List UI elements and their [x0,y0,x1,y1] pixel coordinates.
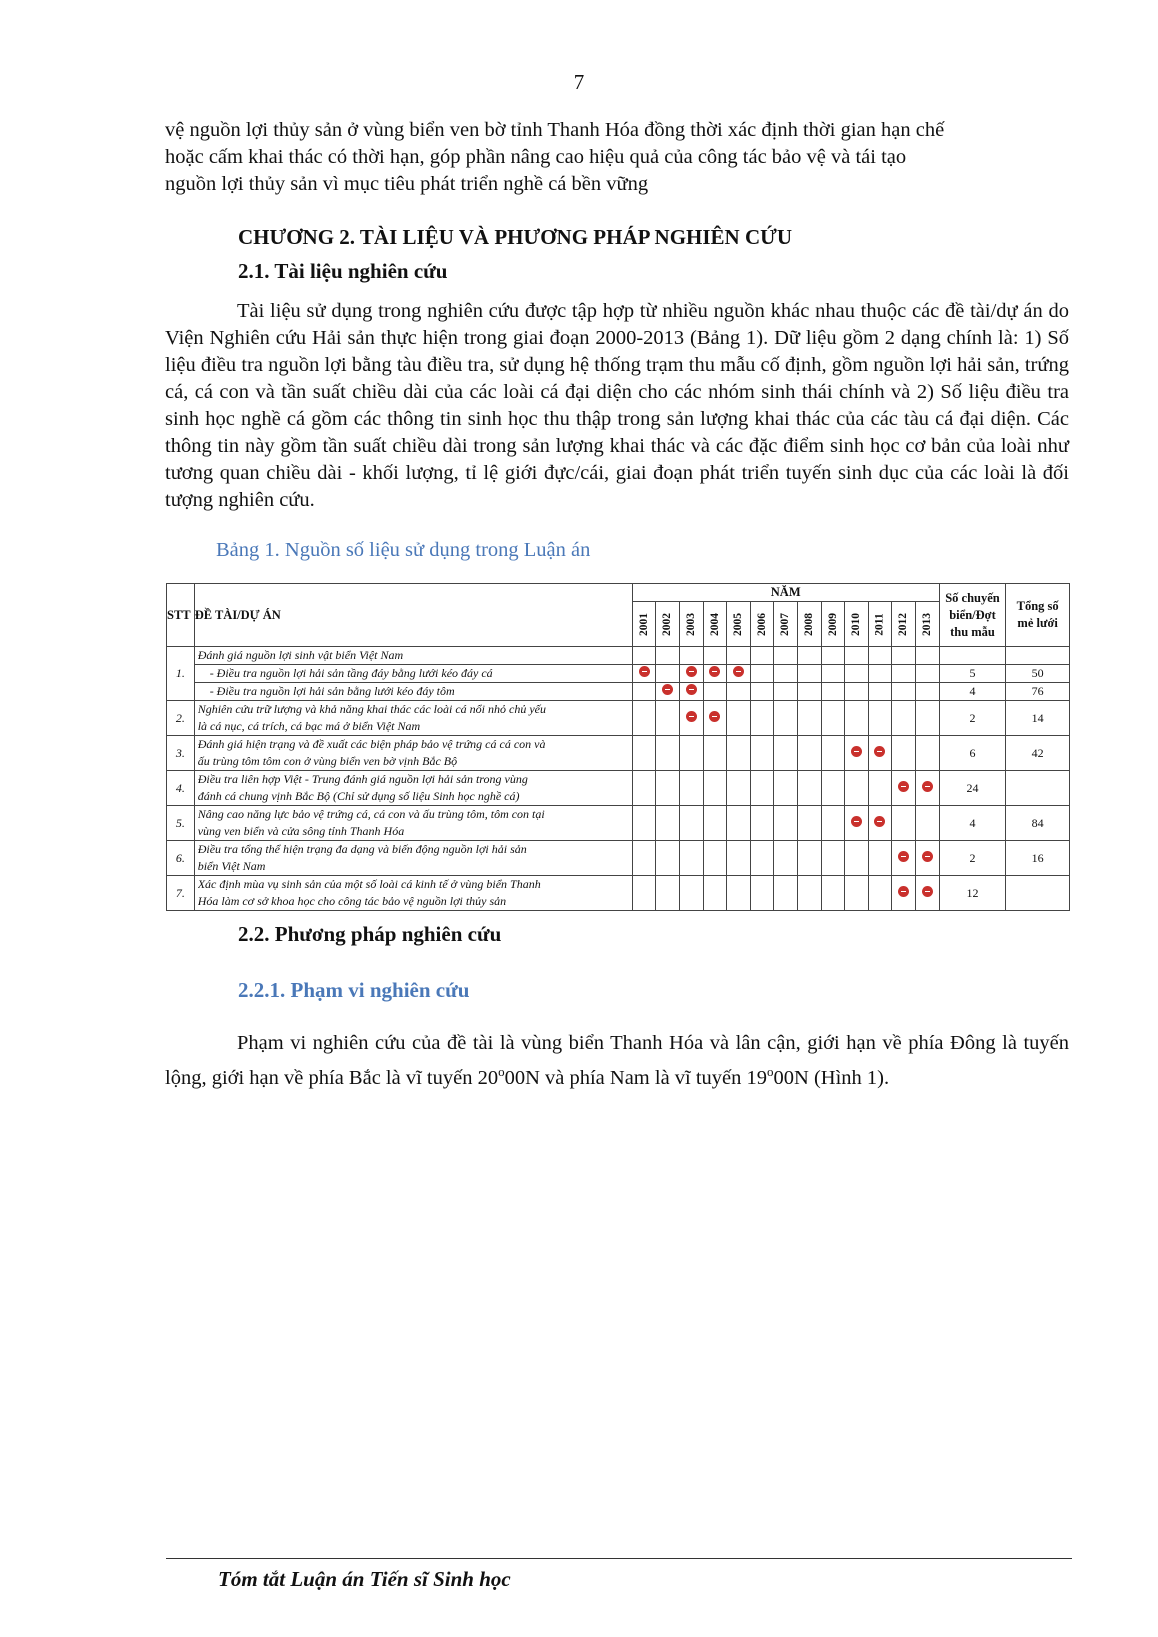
survey-mark-icon [733,666,744,677]
scope-body [165,1026,1069,1096]
row-nets: 84 [1006,806,1070,841]
year-cell [892,841,916,876]
year-cell [632,736,656,771]
survey-mark-icon [898,886,909,897]
section-2-1-paragraph: Tài liệu sử dụng trong nghiên cứu được tập hợp từ nhiều nguồn khác nhau thuộc các đề tài/dự án do Viện Nghiên cứu Hải sản thực hiện trong giai đoạn 2000-2013 (Bảng 1). Dữ liệu gồm 2 dạng chính là: 1) Số liệu điều tra nguồn lợi bằng tàu điều tra, sử dụng hệ thống trạm thu mẫu cố định, gồm nguồn lợi hải sản, trứng cá, cá con và tần suất chiều dài của các loài cá đại diện cho các nhóm sinh thái chính và 2) Số liệu điều tra sinh học nghề cá gồm các thông tin sinh học thu thập trong sản lượng khai thác của các tàu cá đại diện. Các thông tin này gồm tần suất chiều dài trong sản lượng khai thác và các đặc điểm sinh học cơ bản của loài như tương quan chiều dài - khối lượng, tỉ lệ giới đực/cái, giai đoạn phát triển tuyến sinh dục của các loài là đối tượng nghiên cứu. [165,300,1069,511]
row-trips: 4 [939,806,1006,841]
year-cell [868,841,892,876]
row-title-line: Điều tra tổng thể hiện trạng đa dạng và biến động nguồn lợi hải sản [197,842,527,856]
year-cell [703,683,727,701]
header-year-label: 2011 [873,613,886,636]
subrow-title-line: - Điều tra nguồn lợi hải sản bằng lưới kéo đáy tôm [209,684,455,698]
year-cell [679,683,703,701]
header-year-label: 2001 [637,613,650,636]
row-title-line: Điều tra liên hợp Việt - Trung đánh giá nguồn lợi hải sản trong vùng [197,772,528,786]
row-trips [939,647,1006,665]
row-stt: 4. [167,771,195,806]
year-cell [656,647,680,665]
row-title-line: vùng ven biển và cửa sông tỉnh Thanh Hóa [197,824,405,838]
year-cell [703,701,727,736]
header-year-label: 2008 [802,613,815,636]
year-cell [915,665,939,683]
table-row [167,876,1070,911]
header-year-label: 2009 [826,613,839,636]
year-cell [679,841,703,876]
header-year [703,602,727,647]
degree-sup: o [767,1064,774,1080]
survey-mark-icon [851,816,862,827]
year-cell [845,806,869,841]
year-cell [821,701,845,736]
year-cell [632,683,656,701]
year-cell [821,665,845,683]
year-cell [821,771,845,806]
header-year [892,602,916,647]
row-trips: 12 [939,876,1006,911]
header-year [679,602,703,647]
table-subrow [167,683,1070,701]
section-2-2-title: 2.2. Phương pháp nghiên cứu [238,922,502,946]
row-trips: 6 [939,736,1006,771]
section-2-1-title: 2.1. Tài liệu nghiên cứu [238,259,448,283]
row-title-line: Xác định mùa vụ sinh sản của một số loài cá kinh tế ở vùng biển Thanh [197,877,541,891]
section-2-1-body [165,298,1069,514]
year-cell [656,683,680,701]
scope-paragraph [165,1026,1069,1096]
year-cell [868,647,892,665]
survey-mark-icon [686,711,697,722]
year-cell [632,876,656,911]
survey-mark-icon [709,666,720,677]
header-year-label: 2005 [732,613,745,636]
survey-mark-icon [874,816,885,827]
year-cell [774,647,798,665]
year-cell [868,736,892,771]
row-title [194,841,632,876]
row-stt: 1. [167,647,195,701]
row-trips: 2 [939,841,1006,876]
page-number: 7 [573,70,585,94]
header-year [656,602,680,647]
header-year-label: 2006 [755,613,768,636]
row-stt: 7. [167,876,195,911]
year-cell [656,665,680,683]
header-year-label: 2007 [779,613,792,636]
year-cell [703,665,727,683]
footer-text: Tóm tắt Luận án Tiến sĩ Sinh học [218,1567,511,1591]
year-cell [727,701,751,736]
year-cell [750,683,774,701]
year-cell [632,806,656,841]
header-year-label: 2010 [850,613,863,636]
row-trips: 2 [939,701,1006,736]
year-cell [703,876,727,911]
year-cell [727,736,751,771]
year-cell [915,701,939,736]
scope-text: Phạm vi nghiên cứu của đề tài là vùng biển Thanh Hóa và lân cận, giới hạn về phía Đông là tuyến lộng, giới hạn về phía Bắc là vĩ tuyến 20 [165,1032,1069,1089]
data-source-table [166,583,1070,911]
year-cell [727,647,751,665]
footer-divider [166,1558,1072,1559]
year-cell [632,665,656,683]
year-cell [703,647,727,665]
intro-line: hoặc cấm khai thác có thời hạn, góp phần nâng cao hiệu quả của công tác bảo vệ và tái tạo [165,146,907,168]
year-cell [750,771,774,806]
row-title-line: Đánh giá nguồn lợi sinh vật biển Việt Nam [197,648,404,662]
header-nets [1006,584,1070,647]
year-cell [632,647,656,665]
year-cell [892,771,916,806]
year-cell [703,736,727,771]
row-title-line: ấu trùng tôm tôm con ở vùng biển ven bờ vịnh Bắc Bộ [197,754,458,768]
header-trips-line: thu mẫu [950,624,995,639]
year-cell [797,771,821,806]
row-trips: 5 [939,665,1006,683]
survey-mark-icon [898,851,909,862]
year-cell [821,876,845,911]
year-cell [727,841,751,876]
survey-mark-icon [686,684,697,695]
year-cell [774,665,798,683]
row-title-line: biển Việt Nam [197,859,266,873]
row-stt: 6. [167,841,195,876]
year-cell [774,771,798,806]
row-title-line: là cá nục, cá trích, cá bạc má ở biển Việt Nam [197,719,421,733]
year-cell [679,806,703,841]
year-cell [656,701,680,736]
year-cell [915,876,939,911]
year-cell [656,736,680,771]
year-cell [727,876,751,911]
year-cell [656,806,680,841]
year-cell [845,771,869,806]
year-cell [750,806,774,841]
row-nets [1006,771,1070,806]
header-title: ĐỀ TÀI/DỰ ÁN [194,584,632,647]
row-title-line: Nghiên cứu trữ lượng và khả năng khai thác các loài cá nổi nhỏ chủ yếu [197,702,546,716]
header-trips-line: Số chuyến [945,590,1000,605]
year-cell [868,683,892,701]
chapter-title: CHƯƠNG 2. TÀI LIỆU VÀ PHƯƠNG PHÁP NGHIÊN CỨU [238,225,792,249]
header-nets-line: mẻ lưới [1017,616,1058,630]
year-cell [632,841,656,876]
year-cell [892,665,916,683]
header-year-label: 2003 [684,613,697,636]
row-title [194,647,632,665]
header-year-label: 2012 [897,613,910,636]
year-cell [727,665,751,683]
header-year [797,602,821,647]
header-year [727,602,751,647]
year-cell [845,841,869,876]
year-cell [892,683,916,701]
survey-mark-icon [922,781,933,792]
row-nets: 50 [1006,665,1070,683]
year-cell [892,876,916,911]
year-cell [679,647,703,665]
year-cell [679,736,703,771]
table-row [167,771,1070,806]
year-cell [750,736,774,771]
survey-mark-icon [922,886,933,897]
row-stt: 2. [167,701,195,736]
year-cell [750,876,774,911]
year-cell [892,701,916,736]
year-cell [845,876,869,911]
year-cell [845,736,869,771]
row-stt: 3. [167,736,195,771]
table-row [167,736,1070,771]
year-cell [679,876,703,911]
year-cell [727,683,751,701]
row-title [194,806,632,841]
year-cell [632,701,656,736]
year-cell [703,806,727,841]
year-cell [868,665,892,683]
header-year [750,602,774,647]
row-nets: 16 [1006,841,1070,876]
subrow-title [194,683,632,701]
year-cell [797,665,821,683]
year-cell [821,806,845,841]
year-cell [821,736,845,771]
survey-mark-icon [898,781,909,792]
table-subrow [167,665,1070,683]
year-cell [656,771,680,806]
year-cell [797,683,821,701]
table-row [167,701,1070,736]
year-cell [845,647,869,665]
year-cell [703,771,727,806]
survey-mark-icon [709,711,720,722]
row-title-line: đánh cá chung vịnh Bắc Bộ (Chỉ sử dụng số liệu Sinh học nghề cá) [197,789,520,803]
year-cell [915,806,939,841]
subsection-2-2-1-title: 2.2.1. Phạm vi nghiên cứu [238,978,470,1002]
header-trips [939,584,1006,647]
year-cell [679,701,703,736]
row-trips: 4 [939,683,1006,701]
year-cell [892,806,916,841]
year-cell [632,771,656,806]
row-trips: 24 [939,771,1006,806]
row-nets: 76 [1006,683,1070,701]
header-nam: NĂM [632,584,939,602]
survey-mark-icon [639,666,650,677]
year-cell [915,841,939,876]
year-cell [656,841,680,876]
year-cell [868,771,892,806]
header-year-label: 2004 [708,613,721,636]
year-cell [727,771,751,806]
year-cell [679,771,703,806]
scope-text: 00N và phía Nam là vĩ tuyến 19 [504,1067,768,1089]
header-year [632,602,656,647]
year-cell [892,647,916,665]
header-year [821,602,845,647]
survey-mark-icon [851,746,862,757]
year-cell [797,876,821,911]
intro-line: vệ nguồn lợi thủy sản ở vùng biển ven bờ tỉnh Thanh Hóa đồng thời xác định thời gian hạn chế [165,119,945,141]
year-cell [750,665,774,683]
year-cell [750,841,774,876]
header-year [868,602,892,647]
year-cell [892,736,916,771]
subrow-title-line: - Điều tra nguồn lợi hải sản tầng đáy bằng lưới kéo đáy cá [209,666,493,680]
survey-mark-icon [662,684,673,695]
table-row [167,806,1070,841]
row-nets: 42 [1006,736,1070,771]
year-cell [915,736,939,771]
year-cell [774,841,798,876]
subrow-title [194,665,632,683]
row-nets [1006,876,1070,911]
year-cell [774,736,798,771]
year-cell [727,806,751,841]
header-year [915,602,939,647]
year-cell [774,701,798,736]
intro-line: nguồn lợi thủy sản vì mục tiêu phát triển nghề cá bền vững [165,173,649,195]
row-nets: 14 [1006,701,1070,736]
row-title [194,876,632,911]
year-cell [750,701,774,736]
survey-mark-icon [686,666,697,677]
survey-mark-icon [922,851,933,862]
year-cell [915,771,939,806]
row-title [194,771,632,806]
row-title-line: Đánh giá hiện trạng và đề xuất các biện pháp bảo vệ trứng cá cá con và [197,737,546,751]
table-caption: Bảng 1. Nguồn số liệu sử dụng trong Luận án [216,539,591,561]
year-cell [774,683,798,701]
year-cell [797,647,821,665]
header-nets-line: Tổng số [1016,599,1059,613]
year-cell [868,701,892,736]
year-cell [821,647,845,665]
year-cell [750,647,774,665]
year-cell [821,841,845,876]
year-cell [821,683,845,701]
year-cell [845,683,869,701]
row-stt: 5. [167,806,195,841]
header-trips-line: biển/Đợt [949,607,996,622]
scope-text: 00N (Hình 1). [773,1067,890,1089]
year-cell [797,841,821,876]
intro-paragraph [165,117,1069,198]
year-cell [845,665,869,683]
header-year-label: 2013 [920,613,933,636]
row-title [194,736,632,771]
table-row [167,647,1070,665]
header-year [845,602,869,647]
year-cell [703,841,727,876]
year-cell [868,806,892,841]
year-cell [774,806,798,841]
year-cell [656,876,680,911]
header-stt: STT [167,584,195,647]
year-cell [797,806,821,841]
row-title [194,701,632,736]
row-title-line: Hóa làm cơ sở khoa học cho công tác bảo vệ nguồn lợi thủy sản [197,894,507,908]
survey-mark-icon [874,746,885,757]
table-row [167,841,1070,876]
header-year [774,602,798,647]
year-cell [915,647,939,665]
row-nets [1006,647,1070,665]
row-title-line: Nâng cao năng lực bảo vệ trứng cá, cá con và ấu trùng tôm, tôm con tại [197,807,545,821]
year-cell [845,701,869,736]
year-cell [797,736,821,771]
year-cell [774,876,798,911]
year-cell [679,665,703,683]
degree-sup: o [498,1064,505,1080]
year-cell [797,701,821,736]
year-cell [915,683,939,701]
header-year-label: 2002 [661,613,674,636]
year-cell [868,876,892,911]
